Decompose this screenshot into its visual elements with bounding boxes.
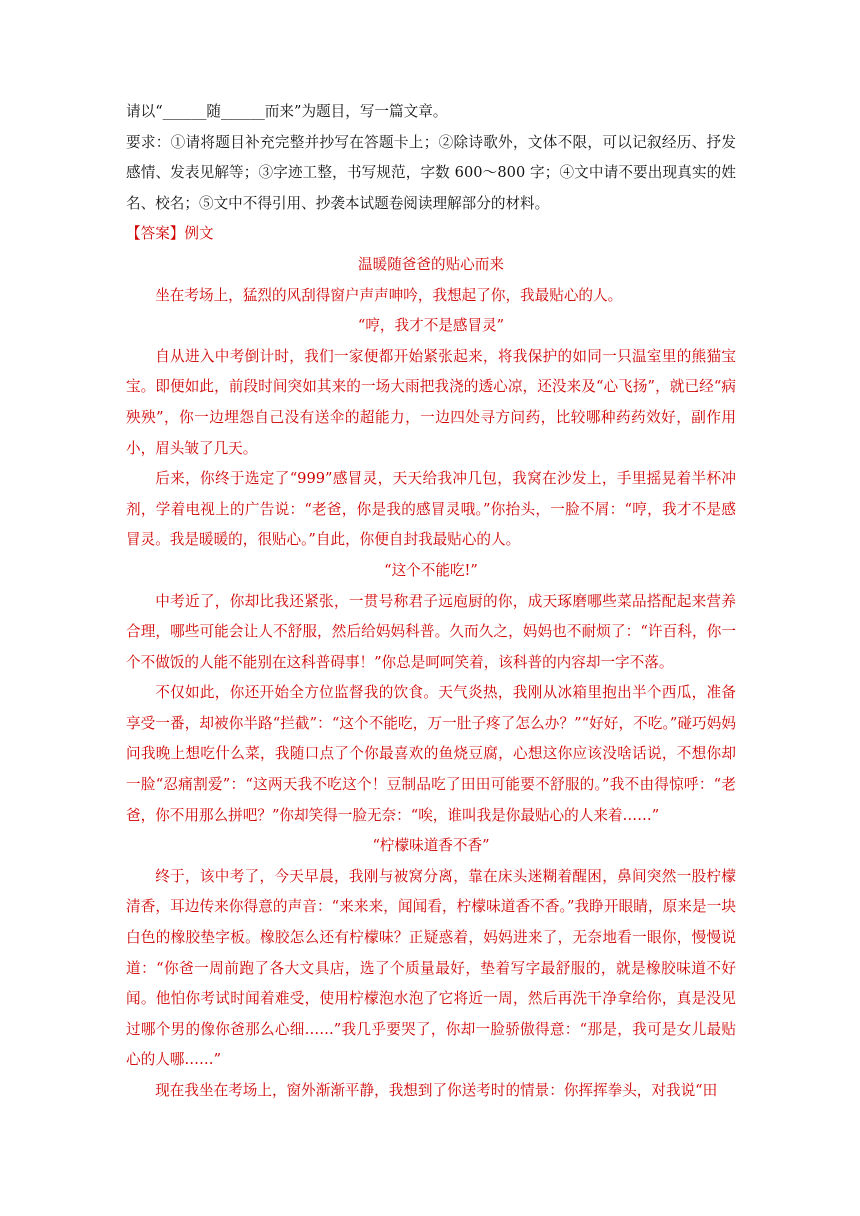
document-body [126,97,736,1107]
essay-paragraph: 自从进入中考倒计时，我们一家便都开始紧张起来，将我保护的如同一只温室里的熊猫宝宝。即便如此，前段时间突如其来的一场大雨把我浇的透心凉，还没来及“心飞扬”，就已经“病殃殃”，你一边埋怨自己没有送伞的超能力，一边四处寻方问药，比较哪种药药效好，副作用小，眉头皱了几天。 [126,347,736,457]
section-heading-2: “这个不能吃!” [384,561,478,579]
essay-paragraph: 不仅如此，你还开始全方位监督我的饮食。天气炎热，我刚从冰箱里抱出半个西瓜，准备享受一番，却被你半路“拦截”：“这个不能吃，万一肚子疼了怎么办？”“好好，不吃。”碰巧妈妈问我晚上想吃什么菜，我随口点了个你最喜欢的鱼烧豆腐，心想这你应该没啥话说，不想你却一脸“忍痛割爱”：“这两天我不吃这个！豆制品吃了田田可能要不舒服的。”我不由得惊呼：“老爸，你不用那么拼吧？”你却笑得一脸无奈：“唉，谁叫我是你最贴心的人来着……” [126,684,736,824]
prompt-line: 请以“______随______而来”为题目，写一篇文章。 [126,103,448,120]
section-heading-1: “哼，我才不是感冒灵” [357,317,505,335]
essay-paragraph: 中考近了，你却比我还紧张，一贯号称君子远庖厨的你，成天琢磨哪些菜品搭配起来营养合理，哪些可能会让人不舒服，然后给妈妈科普。久而久之，妈妈也不耐烦了：“许百科，你一个不做饭的人能不能别在这科普碍事！”你总是呵呵笑着，该科普的内容却一字不落。 [126,592,736,671]
essay-opening: 坐在考场上，猛烈的风刮得窗户声声呻吟，我想起了你，我最贴心的人。 [155,286,623,304]
essay-title: 温暖随爸爸的贴心而来 [358,255,504,273]
section-heading-3: “柠檬味道香不香” [372,837,490,855]
answer-label: 【答案】例文 [126,225,214,243]
prompt-requirements: 要求：①请将题目补充完整并抄写在答题卡上；②除诗歌外，文体不限，可以记叙经历、抒发感情、发表见解等；③字迹工整，书写规范，字数 600～800 字；④文中请不要出现真实的姓名、校名；⑤文中不得引用、抄袭本试题卷阅读理解部分的材料。 [126,133,736,212]
essay-paragraph: 后来，你终于选定了“999”感冒灵，天天给我冲几包，我窝在沙发上，手里摇晃着半杯冲剂，学着电视上的广告说：“老爸，你是我的感冒灵哦。”你抬头，一脸不屑：“哼，我才不是感冒灵。我是暖暖的，很贴心。”自此，你便自封我最贴心的人。 [126,470,736,549]
essay-paragraph: 现在我坐在考场上，窗外渐渐平静，我想到了你送考时的情景：你挥挥拳头，对我说“田 [155,1082,718,1099]
essay-paragraph: 终于，该中考了，今天早晨，我刚与被窝分离，靠在床头迷糊着醒困，鼻间突然一股柠檬清香，耳边传来你得意的声音：“来来来，闻闻看，柠檬味道香不香。”我睁开眼睛，原来是一块白色的橡胶垫字板。橡胶怎么还有柠檬味？正疑惑着，妈妈进来了，无奈地看一眼你，慢慢说道：“你爸一周前跑了各大文具店，选了个质量最好，垫着写字最舒服的，就是橡胶味道不好闻。他怕你考试时闻着难受，使用柠檬泡水泡了它将近一周，然后再洗干净拿给你，真是没见过哪个男的像你爸那么心细……”我几乎要哭了，你却一脸骄傲得意：“那是，我可是女儿最贴心的人哪……” [126,867,736,1069]
